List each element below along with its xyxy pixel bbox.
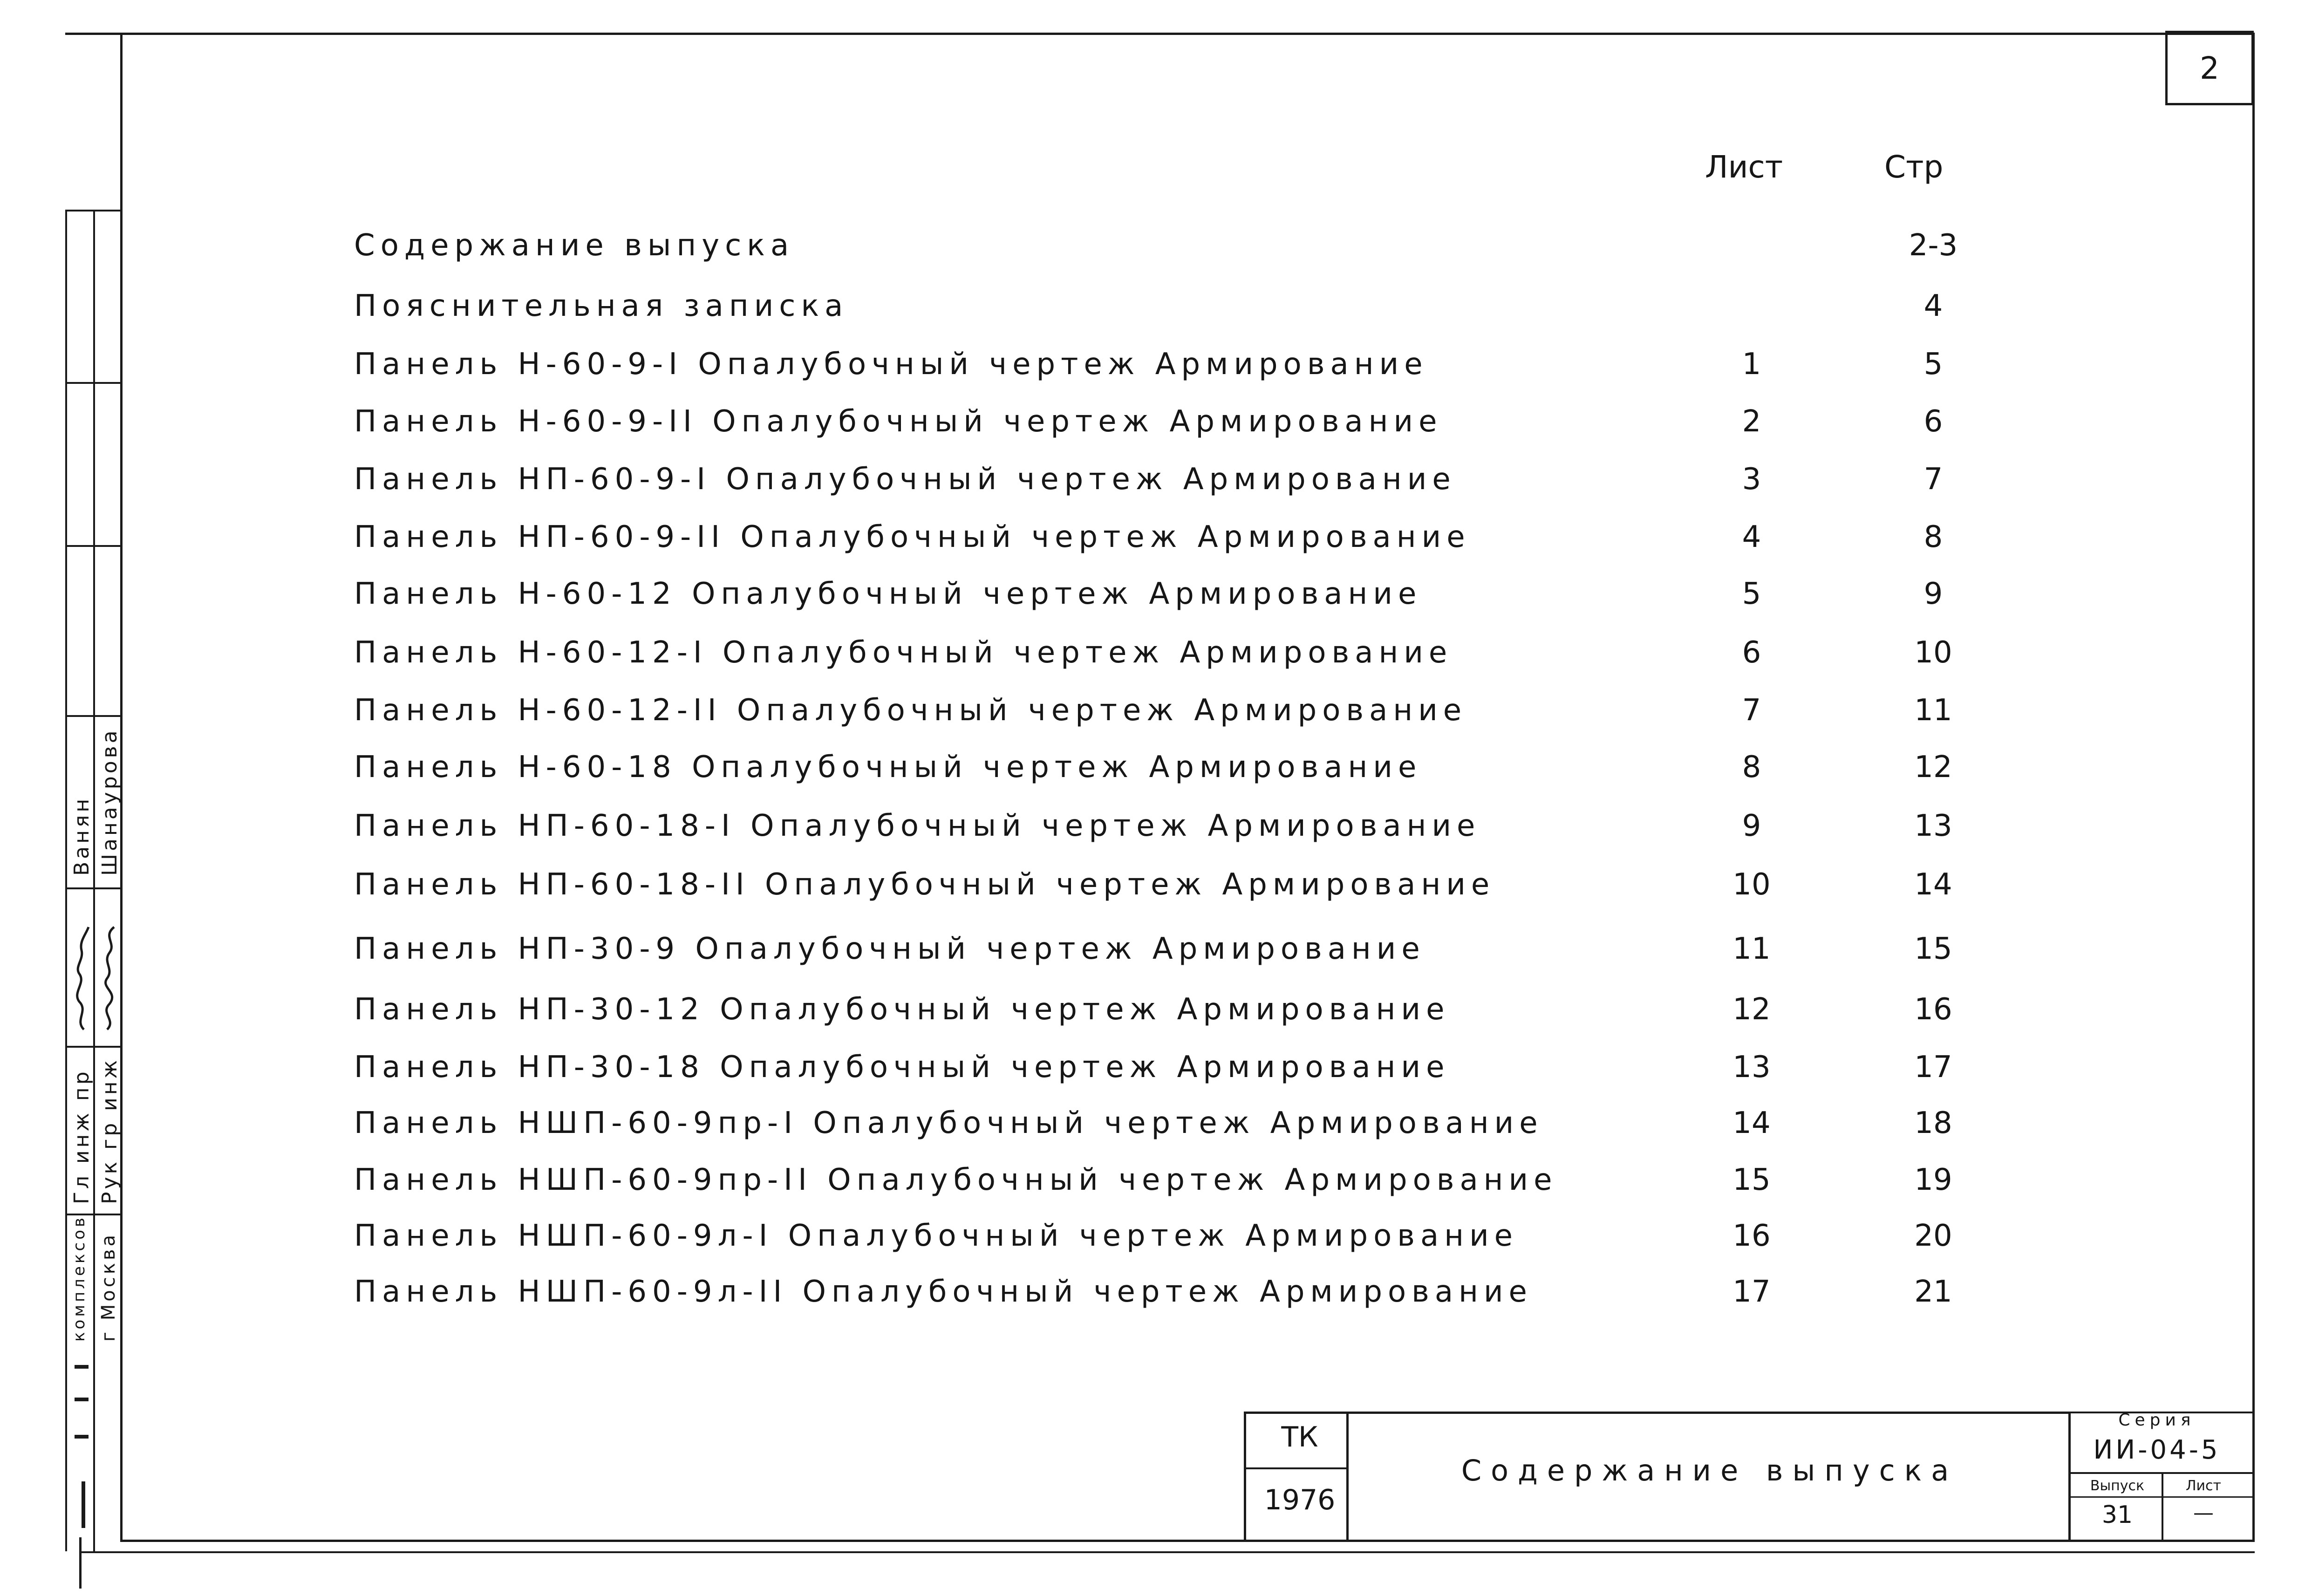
title-block-name: Содержание выпуска (1461, 1453, 1958, 1487)
title-block-sheet-label: Лист (2185, 1478, 2222, 1494)
toc-page: 4 (1923, 289, 1943, 323)
toc-row (354, 635, 1985, 682)
toc-page: 17 (1914, 1050, 1952, 1084)
toc-row (354, 462, 1985, 509)
toc-title: Панель НП-30-18 Опалубочный чертеж Армирование (354, 1050, 1450, 1084)
toc-sheet: 3 (1742, 462, 1761, 497)
toc-sheet: 2 (1742, 404, 1761, 439)
toc-page: 7 (1923, 462, 1943, 497)
toc-sheet: 8 (1742, 750, 1761, 784)
toc-sheet: 13 (1732, 1050, 1771, 1084)
toc-title: Панель НП-60-9-I Опалубочный чертеж Армирование (354, 462, 1456, 497)
toc-sheet: 17 (1732, 1275, 1771, 1309)
title-block-divider-2 (2068, 1412, 2071, 1542)
margin-line-bottom (79, 1551, 2255, 1553)
margin-line-left (79, 1537, 82, 1589)
toc-page: 16 (1914, 992, 1952, 1027)
toc-page: 5 (1923, 347, 1943, 382)
toc-title: Панель НШП-60-9л-II Опалубочный чертеж Армирование (354, 1275, 1533, 1309)
title-block-series: ИИ-04-5 (2093, 1435, 2221, 1465)
stamp-person-1: Ванян (70, 796, 94, 876)
toc-row (354, 520, 1985, 566)
title-block-org: ТК (1281, 1421, 1318, 1453)
page-number: 2 (2165, 31, 2254, 105)
toc-row (354, 289, 1985, 335)
toc-row (354, 750, 1985, 797)
stamp-hline-5 (65, 887, 122, 889)
toc-row (354, 693, 1985, 740)
title-block-label-line (2068, 1496, 2255, 1498)
toc-title: Панель Н-60-9-II Опалубочный чертеж Армирование (354, 404, 1443, 439)
toc-page: 14 (1914, 867, 1952, 902)
title-block-left (1244, 1412, 1246, 1542)
title-block-divider-1 (1346, 1412, 1349, 1542)
toc-row (354, 404, 1985, 451)
toc-title: Панель НП-60-18-I Опалубочный чертеж Армирование (354, 809, 1481, 843)
toc-sheet: 5 (1742, 577, 1761, 611)
toc-sheet: 7 (1742, 693, 1761, 728)
frame-right (2252, 33, 2255, 1542)
toc-row (354, 809, 1985, 855)
title-block-sheet-divider (2162, 1472, 2163, 1542)
stamp-col-outer (65, 210, 67, 1551)
toc-page: 12 (1914, 750, 1952, 784)
stamp-org-line-1: комплексов (70, 1215, 89, 1342)
signature-2 (93, 922, 122, 1034)
stamp-logo-bar-2 (75, 1398, 89, 1401)
stamp-hline-3 (65, 545, 122, 547)
toc-sheet: 1 (1742, 347, 1761, 382)
signature-1 (65, 922, 94, 1034)
toc-title: Панель Н-60-12-I Опалубочный чертеж Армирование (354, 635, 1453, 670)
toc-title: Панель НП-30-12 Опалубочный чертеж Армирование (354, 992, 1450, 1027)
toc-row (354, 1219, 1985, 1265)
toc-sheet: 11 (1732, 932, 1771, 966)
toc-sheet: 14 (1732, 1106, 1771, 1140)
toc-row (354, 1106, 1985, 1153)
toc-page: 13 (1914, 809, 1952, 843)
toc-sheet: 10 (1732, 867, 1771, 902)
stamp-org-line-2: г Москва (98, 1232, 119, 1342)
stamp-logo-bar-3 (75, 1435, 89, 1439)
toc-title: Содержание выпуска (354, 228, 795, 263)
toc-row (354, 1275, 1985, 1321)
toc-title: Панель НШП-60-9пр-II Опалубочный чертеж Армирование (354, 1163, 1558, 1197)
frame-top (65, 33, 2255, 35)
toc-page: 19 (1914, 1163, 1952, 1197)
toc-row (354, 867, 1985, 914)
stamp-hline-1 (65, 210, 122, 211)
toc-title: Панель Н-60-12 Опалубочный чертеж Армирование (354, 577, 1422, 611)
toc-row (354, 932, 1985, 978)
title-block-top (1244, 1412, 2068, 1414)
toc-sheet: 12 (1732, 992, 1771, 1027)
toc-title: Панель НШП-60-9л-I Опалубочный чертеж Армирование (354, 1219, 1519, 1253)
toc-page: 18 (1914, 1106, 1952, 1140)
toc-title: Панель НП-30-9 Опалубочный чертеж Армирование (354, 932, 1425, 966)
title-block-issue-label: Выпуск (2090, 1478, 2145, 1494)
toc-page: 10 (1914, 635, 1952, 670)
stamp-logo-bar-4 (82, 1481, 85, 1528)
toc-row (354, 577, 1985, 623)
toc-title: Панель Н-60-12-II Опалубочный чертеж Армирование (354, 693, 1467, 728)
title-block-divider-org (1244, 1467, 1349, 1469)
toc-sheet: 15 (1732, 1163, 1771, 1197)
stamp-hline-2 (65, 382, 122, 384)
toc-page: 11 (1914, 693, 1952, 728)
toc-title: Панель НП-60-18-II Опалубочный чертеж Армирование (354, 867, 1495, 902)
toc-title: Панель НП-60-9-II Опалубочный чертеж Армирование (354, 520, 1471, 554)
toc-sheet: 4 (1742, 520, 1761, 554)
toc-sheet: 9 (1742, 809, 1761, 843)
toc-row (354, 228, 1985, 275)
toc-title: Пояснительная записка (354, 289, 849, 323)
toc-row (354, 1050, 1985, 1097)
stamp-person-2: Шанаурова (98, 728, 122, 876)
frame-bottom (122, 1540, 2255, 1542)
toc-row (354, 1163, 1985, 1209)
column-header-page: Стр (1884, 149, 1944, 185)
stamp-role-2: Рук гр инж (98, 1057, 122, 1204)
toc-page: 8 (1923, 520, 1943, 554)
toc-page: 15 (1914, 932, 1952, 966)
title-block-series-label: Серия (2118, 1411, 2196, 1430)
stamp-role-1: Гл инж пр (70, 1069, 94, 1204)
stamp-hline-6 (65, 1046, 122, 1048)
toc-page: 6 (1923, 404, 1943, 439)
stamp-logo-bar-1 (75, 1365, 89, 1369)
toc-page: 20 (1914, 1219, 1952, 1253)
toc-title: Панель Н-60-9-I Опалубочный чертеж Армирование (354, 347, 1428, 382)
column-header-sheet: Лист (1705, 149, 1783, 185)
title-block-sheet: — (2193, 1501, 2214, 1525)
stamp-hline-4 (65, 715, 122, 717)
toc-row (354, 992, 1985, 1039)
title-block-issue: 31 (2101, 1501, 2133, 1529)
stamp-col-mid (93, 210, 95, 1551)
toc-sheet: 16 (1732, 1219, 1771, 1253)
toc-sheet: 6 (1742, 635, 1761, 670)
toc-page: 9 (1923, 577, 1943, 611)
toc-page: 2-3 (1909, 228, 1958, 263)
title-block-year: 1976 (1264, 1484, 1336, 1516)
toc-title: Панель Н-60-18 Опалубочный чертеж Армирование (354, 750, 1422, 784)
toc-title: Панель НШП-60-9пр-I Опалубочный чертеж Армирование (354, 1106, 1543, 1140)
toc-row (354, 347, 1985, 394)
toc-page: 21 (1914, 1275, 1952, 1309)
